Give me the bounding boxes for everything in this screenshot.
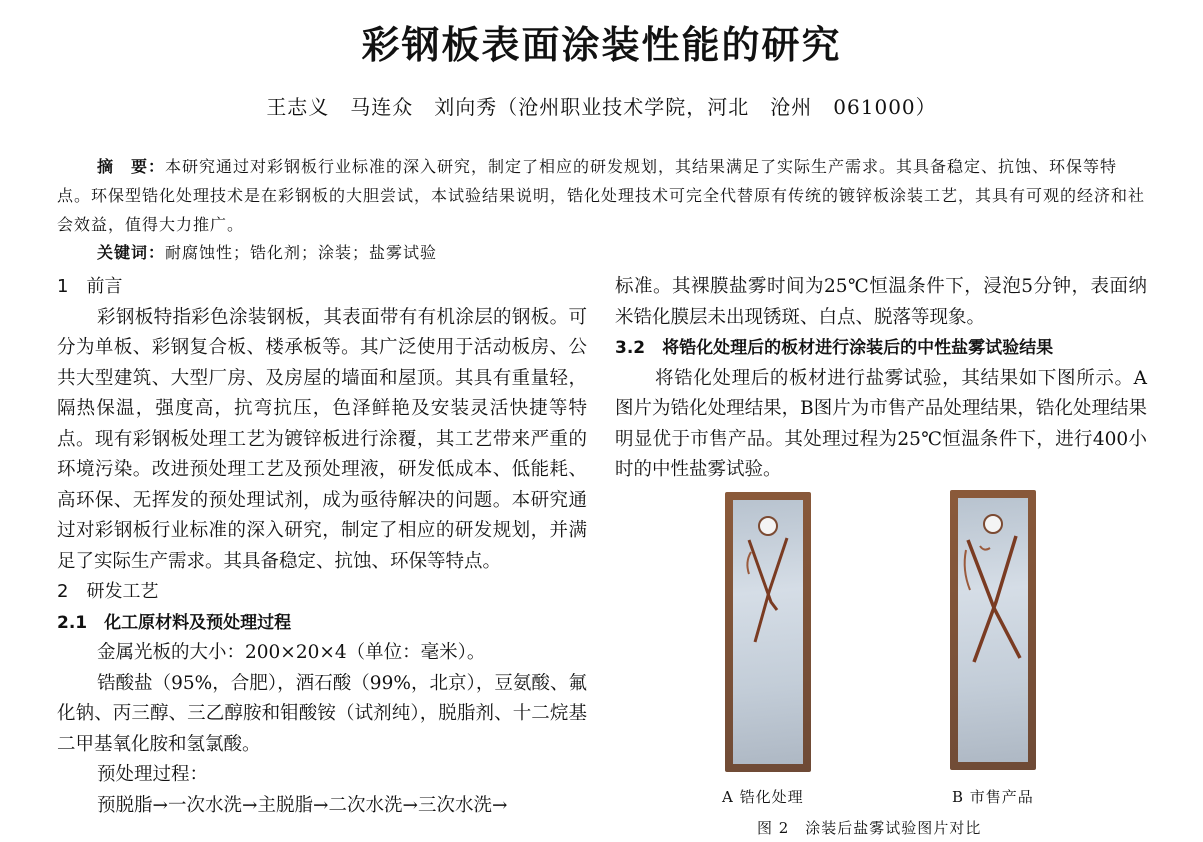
intro-paragraph: 彩钢板特指彩色涂装钢板，其表面带有有机涂层的钢板。可分为单板、彩钢复合板、楼承板等。其广泛使用于活动板房、公共大型建筑、大型厂房、及房屋的墙面和屋顶。其具有重量轻，隔热保温，强度高，抗弯抗压，色泽鲜艳及安装灵活快捷等特点。现有彩钢板处理工艺为镀锌板进行涂覆，其工艺带来严重的环境污染。改进预处理工艺及预处理液，研发低成本、低能耗、高环保、无挥发的预处理试剂，成为亟待解决的问题。本研究通过对彩钢板行业标准的深入研究，制定了相应的研发规划，并满足了实际生产需求。其具备稳定、抗蚀、环保等特点。 [57,306,587,572]
authors-line: 王志义 马连众 刘向秀（沧州职业技术学院，河北 沧州 061000） [266,95,937,119]
keywords [97,240,437,263]
keywords-text: 耐腐蚀性；锆化剂；涂装；盐雾试验 [165,243,438,262]
abstract-paragraph [57,152,1147,239]
figure-caption-a: A 锆化处理 [722,788,804,806]
section-heading-process: 2 研发工艺 [57,581,159,602]
plate-size-paragraph: 金属光板的大小：200×20×4（单位：毫米）。 [97,642,486,663]
keywords-label: 关键词： [97,243,166,262]
plate-b-scratch [950,490,1036,770]
pretreatment-label: 预处理过程： [97,764,209,785]
plate-a-scratch [725,492,811,772]
subsection-heading-materials: 2.1 化工原材料及预处理过程 [57,612,292,633]
plate-a-image [725,492,811,772]
pretreatment-steps: 预脱脂→一次水洗→主脱脂→二次水洗→三次水洗→ [97,794,508,816]
abstract [57,152,1147,239]
section-heading-intro: 1 前言 [57,276,123,297]
right-column [615,272,1147,486]
abstract-label: 摘 要： [97,157,166,176]
salt-spray-paragraph: 标准。其裸膜盐雾时间为25℃恒温条件下，浸泡5分钟，表面纳米锆化膜层未出现锈斑、白点、脱落等现象。 [615,276,1147,328]
left-column [57,272,587,821]
results-paragraph: 将锆化处理后的板材进行盐雾试验，其结果如下图所示。A图片为锆化处理结果，B图片为市售产品处理结果，锆化处理结果明显优于市售产品。其处理过程为25℃恒温条件下，进行400小时的中性盐雾试验。 [615,367,1147,480]
paper-title: 彩钢板表面涂装性能的研究 [361,23,842,67]
abstract-text: 本研究通过对彩钢板行业标准的深入研究，制定了相应的研发规划，其结果满足了实际生产需求。其具备稳定、抗蚀、环保等特点。环保型锆化处理技术是在彩钢板的大胆尝试，本试验结果说明，锆化处理技术可完全代替原有传统的镀锌板涂装工艺，其具有可观的经济和社会效益，值得大力推广。 [57,157,1146,234]
plate-b-image [950,490,1036,770]
figure-caption: 图 2 涂装后盐雾试验图片对比 [757,819,982,837]
reagents-paragraph: 锆酸盐（95%，合肥），酒石酸（99%，北京），豆氨酸、氟化钠、丙三醇、三乙醇胺和钼酸铵（试剂纯），脱脂剂、十二烷基二甲基氧化胺和氢氯酸。 [57,672,587,755]
figure-caption-b: B 市售产品 [952,788,1034,806]
subsection-heading-results: 3.2 将锆化处理后的板材进行涂装后的中性盐雾试验结果 [615,338,1054,358]
